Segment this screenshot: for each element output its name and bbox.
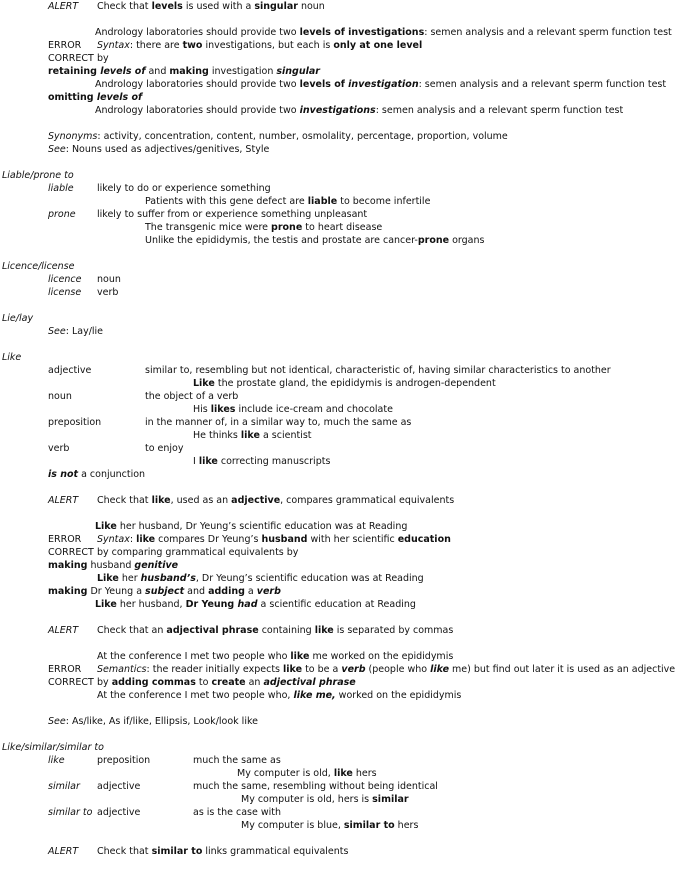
text-run: At the conference I met two people who, <box>97 690 294 701</box>
text-run: adjective <box>97 781 141 792</box>
text-run: by comparing grammatical equivalents by <box>97 547 299 558</box>
text-line <box>48 1 78 12</box>
text-line <box>193 807 281 818</box>
text-run: ALERT <box>48 1 79 12</box>
text-run: prone <box>417 235 450 246</box>
text-run: her husband, <box>116 599 186 610</box>
text-run: prone <box>271 222 303 233</box>
text-line <box>48 716 258 727</box>
text-run: adjectival phrase <box>166 625 259 636</box>
text-run: prone <box>48 209 76 220</box>
text-run: : semen analysis and a relevant sperm function test <box>424 27 672 38</box>
text-run: preposition <box>48 417 102 428</box>
text-run: making <box>169 66 209 77</box>
text-run: Andrology laboratories should provide two <box>95 79 300 90</box>
text-line <box>48 443 69 454</box>
text-run: similar to, resembling but not identical, characteristic of, having similar characteristics to another <box>145 365 611 376</box>
text-run: Check that an <box>97 625 167 636</box>
text-run: : semen analysis and a relevant sperm function test <box>418 79 667 90</box>
text-run: liable <box>48 183 74 194</box>
text-run: See <box>48 716 66 727</box>
text-line <box>193 781 438 792</box>
text-run: singular <box>276 66 320 77</box>
text-run: likely to do or experience something <box>97 183 271 194</box>
text-run: preposition <box>97 755 151 766</box>
text-line <box>48 131 508 142</box>
text-run: like <box>198 456 218 467</box>
text-run: : As/like, As if/like, Ellipsis, Look/look like <box>65 716 258 727</box>
text-line <box>48 469 145 480</box>
text-run: : Lay/lie <box>65 326 104 337</box>
text-run: He thinks <box>193 430 241 441</box>
text-line <box>241 794 409 805</box>
text-run: adjective <box>231 495 281 506</box>
text-line <box>193 404 393 415</box>
text-run: Check that <box>97 1 152 12</box>
text-line <box>95 521 407 532</box>
text-line <box>145 417 411 428</box>
text-line <box>241 820 418 831</box>
text-run: compares Dr Yeung’s <box>155 534 262 545</box>
text-line <box>193 430 312 441</box>
text-line <box>145 391 238 402</box>
text-run: retaining <box>48 66 101 77</box>
text-line <box>97 495 454 506</box>
text-run: CORRECT <box>48 53 94 64</box>
text-line <box>95 79 666 90</box>
text-line <box>48 144 269 155</box>
text-run: hers <box>352 768 377 779</box>
text-run: verb <box>97 287 119 298</box>
text-run: include ice-cream and chocolate <box>235 404 393 415</box>
text-run: noun <box>297 1 325 12</box>
text-run: Syntax <box>97 40 130 51</box>
text-run: Like <box>97 573 119 584</box>
text-run: to become infertile <box>337 196 431 207</box>
text-line <box>145 196 430 207</box>
text-run: subject <box>145 586 185 597</box>
text-run: : there are <box>129 40 183 51</box>
text-line <box>97 690 461 701</box>
text-run: verb <box>256 586 281 597</box>
text-run: her <box>118 573 141 584</box>
text-line <box>145 365 611 376</box>
text-run: the object of a verb <box>145 391 239 402</box>
text-run: : the reader initially expects <box>146 664 284 675</box>
text-run: Like <box>2 352 22 363</box>
text-line <box>97 53 109 64</box>
text-run: See <box>48 144 66 155</box>
text-run: much the same as <box>193 755 281 766</box>
text-run: , compares grammatical equivalents <box>280 495 455 506</box>
text-run: ERROR <box>48 664 82 675</box>
text-line <box>2 742 104 753</box>
text-run: husband’s <box>140 573 196 584</box>
text-run: correcting manuscripts <box>217 456 331 467</box>
text-line <box>145 235 484 246</box>
text-line <box>48 391 72 402</box>
text-run: like <box>430 664 450 675</box>
text-run: a <box>244 586 257 597</box>
text-line <box>48 560 178 571</box>
text-run: an <box>245 677 264 688</box>
text-run: adjective <box>97 807 141 818</box>
text-line <box>97 677 356 688</box>
text-line <box>193 378 496 389</box>
text-line <box>48 287 81 298</box>
text-run: by <box>97 53 109 64</box>
text-run: noun <box>97 274 121 285</box>
text-run: omitting <box>48 92 97 103</box>
text-line <box>48 326 103 337</box>
text-run: likely to suffer from or experience something unpleasant <box>97 209 368 220</box>
text-line <box>48 664 81 675</box>
text-line <box>97 534 451 545</box>
text-run: a scientific education at Reading <box>257 599 416 610</box>
text-run: like me, <box>293 690 336 701</box>
text-line <box>48 92 142 103</box>
text-run: : Nouns used as adjectives/genitives, Style <box>65 144 270 155</box>
text-line <box>97 287 118 298</box>
text-run: Patients with this gene defect are <box>145 196 308 207</box>
text-run: ERROR <box>48 40 82 51</box>
text-line <box>97 807 140 818</box>
text-run: The transgenic mice were <box>145 222 272 233</box>
text-line <box>95 27 672 38</box>
text-run: like <box>333 768 353 779</box>
text-run: create <box>211 677 246 688</box>
text-line <box>48 755 65 766</box>
text-run: , used as an <box>170 495 232 506</box>
text-run: liable <box>307 196 338 207</box>
text-line <box>97 573 424 584</box>
text-run: singular <box>254 1 298 12</box>
text-run: ALERT <box>48 495 79 506</box>
text-line <box>2 170 74 181</box>
text-run: levels of <box>96 92 143 103</box>
text-run: making <box>48 560 88 571</box>
text-run: : semen analysis and a relevant sperm function test <box>375 105 624 116</box>
text-run: investigation <box>208 66 277 77</box>
text-run: ALERT <box>48 625 79 636</box>
text-run: and <box>184 586 209 597</box>
text-run: worked on the epididymis <box>335 690 462 701</box>
text-line <box>97 651 453 662</box>
text-run: At the conference I met two people who <box>97 651 291 662</box>
text-run: only at one level <box>333 40 423 51</box>
text-run: investigation <box>348 79 419 90</box>
text-run: is used with a <box>182 1 255 12</box>
text-run: adjectival phrase <box>263 677 356 688</box>
text-run: Syntax <box>97 534 130 545</box>
text-run: had <box>237 599 258 610</box>
text-run: I <box>193 456 199 467</box>
text-line <box>95 599 416 610</box>
text-run: See <box>48 326 66 337</box>
text-line <box>97 209 367 220</box>
text-run: similar <box>48 781 80 792</box>
text-run: Like <box>95 599 117 610</box>
text-run: CORRECT <box>48 677 94 688</box>
text-run: Check that <box>97 846 152 857</box>
text-run: a scientist <box>259 430 312 441</box>
text-run: Check that <box>97 495 152 506</box>
text-run: organs <box>449 235 485 246</box>
text-run: similar to <box>151 846 203 857</box>
text-run: making <box>48 586 88 597</box>
text-run: to <box>195 677 212 688</box>
text-line <box>48 677 94 688</box>
text-run: similar to <box>48 807 93 818</box>
text-line <box>48 417 101 428</box>
text-run: levels of investigations <box>299 27 425 38</box>
text-run: license <box>48 287 82 298</box>
text-run: adding commas <box>111 677 196 688</box>
text-run: , Dr Yeung’s scientific education was at Reading <box>195 573 424 584</box>
text-run: like <box>283 664 303 675</box>
text-line <box>97 547 298 558</box>
text-line <box>97 1 325 12</box>
text-run: licence <box>48 274 82 285</box>
text-run: levels of <box>100 66 146 77</box>
text-line <box>97 664 675 675</box>
text-run: His <box>193 404 211 415</box>
text-line <box>193 456 330 467</box>
text-line <box>97 846 348 857</box>
text-line <box>48 625 78 636</box>
text-run: containing <box>258 625 315 636</box>
text-run: (people who <box>365 664 431 675</box>
text-run: Like <box>95 521 117 532</box>
text-run: her husband, Dr Yeung’s scientific education was at Reading <box>116 521 408 532</box>
text-run: Liable/prone to <box>2 170 74 181</box>
text-line <box>48 274 81 285</box>
text-run: Andrology laboratories should provide two <box>95 105 300 116</box>
text-line <box>48 547 94 558</box>
text-run: My computer is old, hers is <box>241 794 373 805</box>
text-run: me worked on the epididymis <box>309 651 454 662</box>
text-run: similar <box>372 794 409 805</box>
text-run: levels of <box>299 79 349 90</box>
text-line <box>48 209 76 220</box>
text-run: : activity, concentration, content, number, osmolality, percentage, proportion, volume <box>97 131 508 142</box>
text-run: like <box>290 651 310 662</box>
text-run: to heart disease <box>302 222 383 233</box>
text-line <box>48 781 80 792</box>
text-run: like <box>151 495 171 506</box>
text-run: investigations, but each is <box>202 40 334 51</box>
text-line <box>48 66 320 77</box>
text-run: verb <box>48 443 70 454</box>
text-run: links grammatical equivalents <box>202 846 349 857</box>
text-run: Lie/lay <box>2 313 34 324</box>
text-run: similar to <box>343 820 395 831</box>
text-run: much the same, resembling without being identical <box>193 781 438 792</box>
text-run: My computer is old, <box>237 768 334 779</box>
text-run: to enjoy <box>145 443 184 454</box>
text-run: Licence/license <box>2 261 75 272</box>
text-run: and <box>145 66 170 77</box>
text-run: with her scientific <box>307 534 398 545</box>
text-run: a conjunction <box>78 469 146 480</box>
text-line <box>145 222 382 233</box>
text-line <box>48 40 81 51</box>
text-run: Like <box>193 378 215 389</box>
text-line <box>193 755 281 766</box>
text-line <box>97 625 453 636</box>
text-run: hers <box>394 820 419 831</box>
text-run: two <box>182 40 203 51</box>
text-run: verb <box>341 664 366 675</box>
text-run: ALERT <box>48 846 79 857</box>
text-run: adding <box>208 586 245 597</box>
text-run: like <box>314 625 334 636</box>
text-line <box>48 365 91 376</box>
text-run: likes <box>210 404 236 415</box>
text-run: : <box>129 534 137 545</box>
text-run: levels <box>151 1 183 12</box>
text-run: like <box>136 534 156 545</box>
text-run: as is the case with <box>193 807 282 818</box>
text-line <box>2 261 74 272</box>
text-line <box>145 443 184 454</box>
text-run: like <box>48 755 65 766</box>
text-run: in the manner of, in a similar way to, much the same as <box>145 417 412 428</box>
text-line <box>95 105 623 116</box>
text-line <box>237 768 377 779</box>
text-line <box>48 183 74 194</box>
text-run: My computer is blue, <box>241 820 344 831</box>
text-run: Unlike the epididymis, the testis and prostate are cancer- <box>145 235 418 246</box>
text-run: Like/similar/similar to <box>2 742 104 753</box>
text-run: noun <box>48 391 72 402</box>
text-line <box>97 40 422 51</box>
text-line <box>2 352 21 363</box>
text-line <box>97 755 150 766</box>
text-run: is not <box>48 469 79 480</box>
text-run: husband <box>87 560 135 571</box>
text-run: Andrology laboratories should provide two <box>95 27 300 38</box>
text-run: Dr Yeung <box>185 599 238 610</box>
text-run: like <box>240 430 260 441</box>
text-line <box>97 183 271 194</box>
text-line <box>48 53 94 64</box>
text-run: investigations <box>299 105 376 116</box>
text-run: Dr Yeung a <box>87 586 146 597</box>
text-run: is separated by commas <box>333 625 454 636</box>
text-run: husband <box>261 534 308 545</box>
text-run: education <box>397 534 451 545</box>
text-run: me) but find out later it is used as an adjective <box>449 664 676 675</box>
text-line <box>97 274 121 285</box>
text-run: the prostate gland, the epididymis is androgen-dependent <box>214 378 496 389</box>
text-run: genitive <box>134 560 179 571</box>
text-line <box>2 313 33 324</box>
text-run: ERROR <box>48 534 82 545</box>
text-line <box>48 846 78 857</box>
text-line <box>48 495 78 506</box>
text-run: Semantics <box>97 664 147 675</box>
text-line <box>48 534 81 545</box>
text-run: CORRECT <box>48 547 94 558</box>
text-run: to be a <box>302 664 342 675</box>
text-line <box>97 781 140 792</box>
text-line <box>48 807 92 818</box>
text-run: adjective <box>48 365 92 376</box>
text-line <box>48 586 281 597</box>
text-run: by <box>97 677 112 688</box>
text-run: Synonyms <box>48 131 98 142</box>
